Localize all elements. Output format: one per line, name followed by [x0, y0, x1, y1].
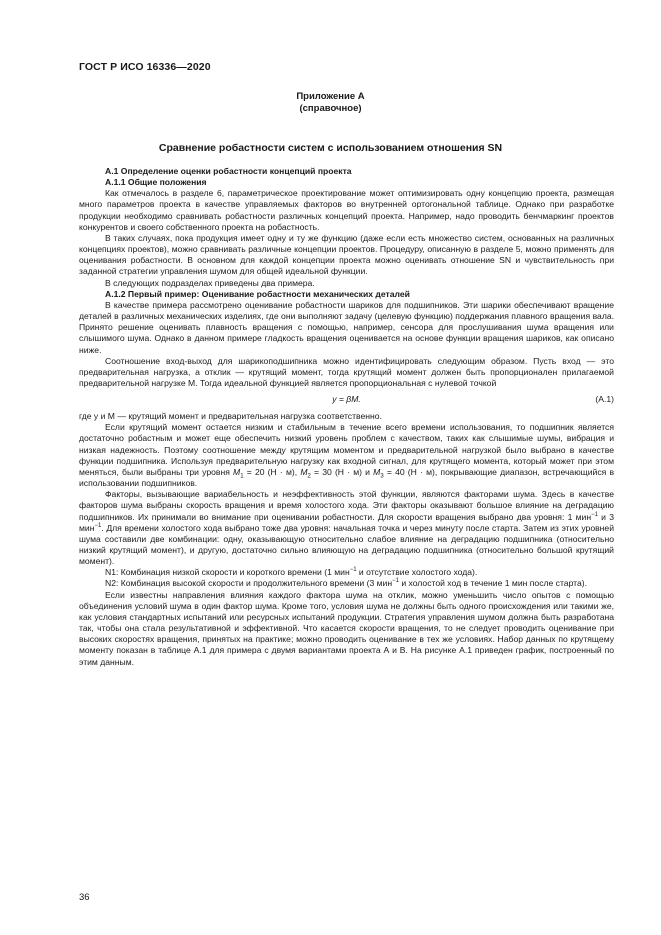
superscript: −1 — [94, 522, 102, 529]
section-heading-a1: А.1 Определение оценки робастности концепций проекта — [105, 166, 352, 176]
paragraph: В таких случаях, пока продукция имеет одну и ту же функцию (даже если есть множество систем, основанных на различных концепциях проектов), можно сравнивать различные концепции проектов. Процедуру, описанную в разделе 5, можно применять для оценивания робастности. В основном для каждой концепции проекта можно оценивать отношение SN и чувствительность при заданной стратегии управления шумом для общей идеальной функции. — [79, 232, 614, 277]
paragraph: Как отмечалось в разделе 6, параметрическое проектирование может оптимизировать одну концепцию проекта, размещая много параметров проекта в качестве управляемых факторов во внутренней ортогональной таблице. Однако при разработке продукции необходимо сравнивать робастности различных концепций проекта. Например, надо проводить бенчмаркинг проектов конкурентов и своего собственного проекта на робастность. — [79, 188, 614, 232]
appendix-label: Приложение А — [296, 91, 365, 102]
appendix-block — [0, 91, 661, 115]
paragraph-text: . Для времени холостого хода выбрано тоже два уровня: начальная точка и через минуту после старта. Затем из этих уровней шума составили две комбинации: одну, оказывающую относительно слабое влияние на деградацию подшипника (относительно низкий крутящий момент), и другую, достаточно сильно влияющую на деградацию подшипника (относительно большой крутящий момент). — [79, 522, 614, 567]
document-body — [79, 166, 614, 668]
formula-number: (А.1) — [595, 394, 614, 405]
paragraph: Соотношение вход-выход для шарикоподшипника можно идентифицировать следующим образом. Пусть вход — это предварительная нагрузка, а отклик — крутящий момент, тогда крутящий момент должен быть пропорционален прилагаемой предварительной нагрузке M. Тогда идеальной функцией является пропорциональная с нулевой точкой — [79, 355, 614, 388]
value-m2: = 30 (Н · м) и — [310, 466, 374, 477]
paragraph-text: и холостой ход в течение 1 мин после старта). — [398, 578, 588, 589]
sub-m1: 1 — [240, 473, 244, 480]
value-m3: = 40 (Н · м), покрывающие диапазон, встречающийся в использовании подшипников. — [79, 466, 615, 489]
var-m1: M — [233, 466, 241, 477]
value-m1: = 20 (Н · м), — [243, 466, 301, 477]
paragraph-text: и 3 мин — [79, 511, 615, 533]
paragraph: В качестве примера рассмотрено оценивание робастности шариков для подшипников. Эти шарики обеспечивают вращение деталей в различных механических изделиях, где они выполняют задачу (целевую функцию) поддержания плавного вращения вала. Принято решение оценивать плавность вращения с помощью, например, сенсора для прослушивания шума вращения или слышимого шума. Однако в данном примере гладкость вращения оценивается на основе функции вращения шариков, как описано ниже. — [79, 299, 614, 355]
paragraph-text: N1: Комбинация низкой скорости и короткого времени (1 мин — [105, 567, 350, 578]
section-heading-a12: А.1.2 Первый пример: Оценивание робастности механических деталей — [105, 288, 410, 299]
superscript: −1 — [591, 511, 598, 518]
paragraph: где y и M — крутящий момент и предварительная нагрузка соответственно. — [79, 411, 382, 422]
var-m3: M — [373, 466, 381, 477]
var-m2: M — [300, 466, 308, 477]
appendix-note: (справочное) — [299, 103, 362, 114]
noise-combination-n1 — [79, 567, 614, 578]
paragraph-text: N2: Комбинация высокой скорости и продолжительного времени (3 мин — [105, 578, 393, 589]
paragraph-text: и отсутствие холостого хода). — [356, 567, 478, 578]
paragraph — [79, 422, 614, 489]
section-heading-a11: А.1.1 Общие положения — [105, 177, 207, 188]
noise-combination-n2 — [79, 578, 614, 589]
paragraph: В следующих подразделах приведены два примера. — [105, 277, 315, 288]
paragraph — [79, 489, 614, 567]
formula-expression: y = βM. — [332, 394, 361, 405]
sub-m2: 2 — [307, 473, 311, 480]
paragraph-text: Факторы, вызывающие вариабельность и неэффективность этой функции, являются факторами шума. Здесь в качестве факторов шума выбраны скорость вращения и время холостого хода. Эти факторы оказывают большое влияние на деградацию подшипников. Их принимали во внимание при оценивании робастности. Для скорости вращения выбрано два уровня: 1 мин — [79, 489, 614, 522]
paragraph: Если известны направления влияния каждого фактора шума на отклик, можно уменьшить число опытов с помощью объединения условий шума в один фактор шума. Кроме того, условия шума не должны быть одного происхождения или такими же, как условия стандартных испытаний или ресурсных испытаний продукции. Стратегия управления шумом должна быть разработана так, чтобы она стала результативной и эффективной. Что касается скорости вращения, то не следует проводить оценивание при высоких скоростях вращения, принятых на практике; можно проводить оценивание в тех же условиях. Набор данных по крутящему моменту показан в таблице А.1 для примера с двумя вариантами проекта А и В. На рисунке А.1 приведен график, построенный по этим данным. — [79, 589, 614, 667]
sub-m3: 3 — [380, 473, 384, 480]
page-number: 36 — [79, 892, 90, 903]
superscript: −1 — [349, 567, 357, 574]
paragraph-text: Если крутящий момент остается низким и стабильным в течение всего времени использования, то подшипник является достаточно робастным и может еще обеспечить низкий уровень проблем с качеством, таких как слышимые шумы, вибрация и низкая надежность. Поэтому соотношение между крутящим моментом и предварительной нагрузкой было выбрано в качестве функции подшипника. Используя предварительную нагрузку как входной сигнал, для крутящего момента, который может при этом меняться, были выбраны три уровня — [79, 422, 614, 477]
superscript: −1 — [392, 578, 399, 585]
formula-a1 — [79, 389, 614, 411]
standard-header: ГОСТ Р ИСО 16336—2020 — [79, 61, 211, 73]
appendix-title: Сравнение робастности систем с использованием отношения SN — [158, 142, 503, 154]
